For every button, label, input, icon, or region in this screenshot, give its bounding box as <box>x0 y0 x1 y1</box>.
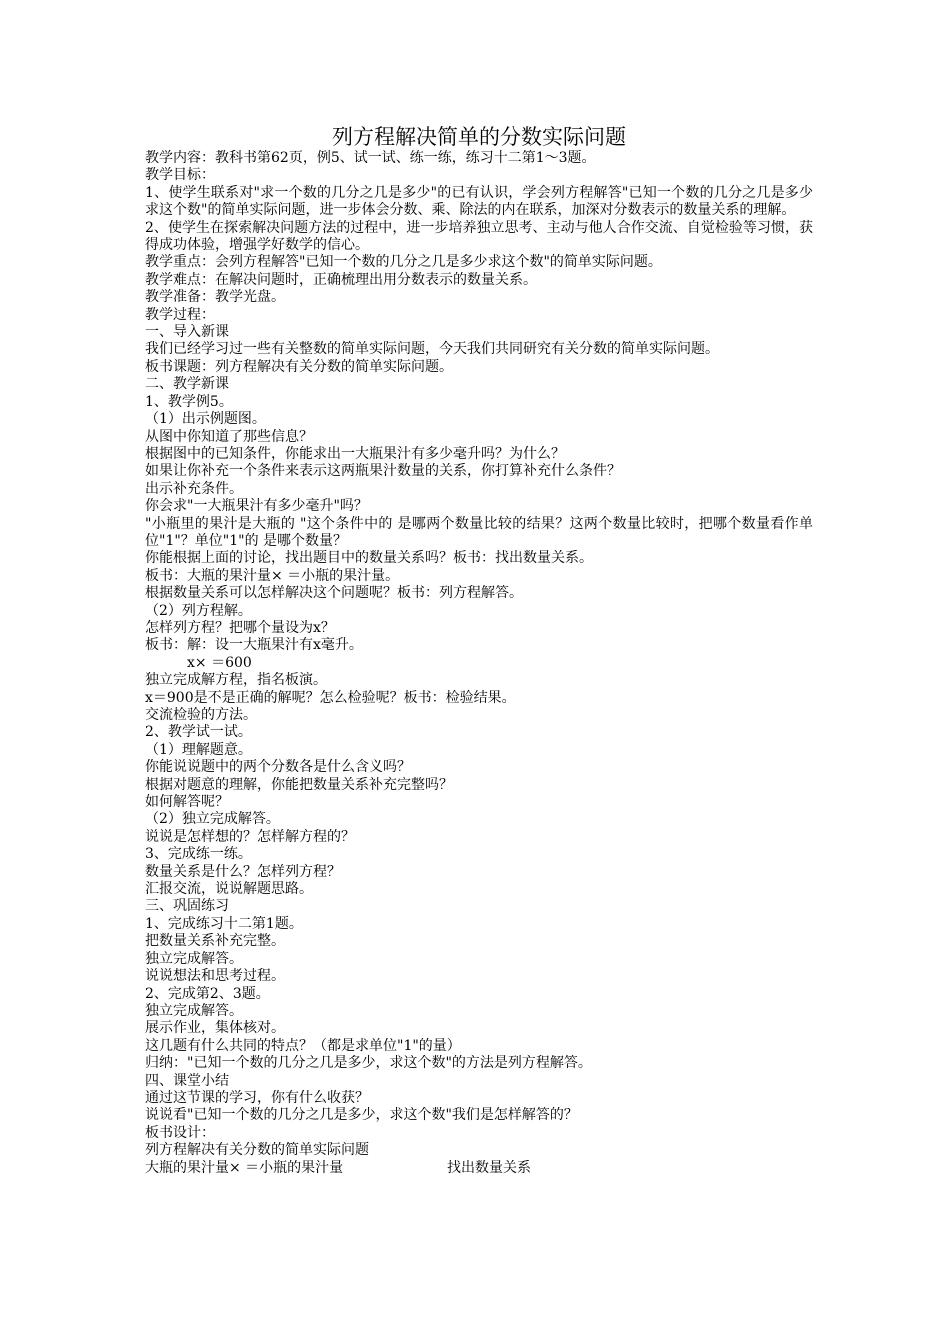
paragraph: 数量关系是什么？怎样列方程？ <box>145 863 341 880</box>
paragraph: 如何解答呢？ <box>145 794 229 811</box>
section-heading: 三、巩固练习 <box>145 898 229 915</box>
teaching-process-heading: 教学过程： <box>145 306 215 323</box>
paragraph: 交流检验的方法。 <box>145 707 257 723</box>
paragraph: 你能根据上面的讨论，找出题目中的数量关系吗？板书：找出数量关系。 <box>145 550 593 567</box>
paragraph: 怎样列方程？把哪个量设为x？ <box>145 619 335 636</box>
paragraph: 展示作业，集体核对。 <box>145 1020 285 1037</box>
paragraph: 根据图中的已知条件，你能求出一大瓶果汁有多少毫升吗？为什么？ <box>145 445 565 462</box>
paragraph: 说说想法和思考过程。 <box>145 968 285 985</box>
section-heading: 二、教学新课 <box>145 376 229 393</box>
paragraph: （2）独立完成解答。 <box>145 811 280 828</box>
paragraph: 板书：大瓶的果汁量× ＝小瓶的果汁量。 <box>145 567 400 584</box>
teaching-goal-1: 1、使学生联系对"求一个数的几分之几是多少"的已有认识，学会列方程解答"已知一个数的几分之几是多少求这个数"的简单实际问题，进一步体会分数、乘、除法的内在联系，加深对分数表示的数量关系的理解。 <box>145 184 813 219</box>
paragraph: 说说是怎样想的？怎样解方程的？ <box>145 828 355 845</box>
paragraph: 板书：解：设一大瓶果汁有x毫升。 <box>145 637 363 654</box>
board-design-title: 列方程解决有关分数的简单实际问题 <box>145 1142 369 1159</box>
document-title: 列方程解决简单的分数实际问题 <box>332 125 626 149</box>
paragraph: "小瓶里的果汁是大瓶的 "这个条件中的 是哪两个数量比较的结果？这两个数量比较时，把哪个数量看作单位"1"？单位"1"的 是哪个数量？ <box>145 515 813 549</box>
paragraph: 你会求"一大瓶果汁有多少毫升"吗？ <box>145 498 368 515</box>
teaching-goals-heading: 教学目标： <box>145 167 215 184</box>
paragraph: 从图中你知道了那些信息？ <box>145 428 313 445</box>
section-heading: 四、课堂小结 <box>145 1072 229 1089</box>
paragraph: 汇报交流，说说解题思路。 <box>145 881 313 898</box>
paragraph: 1、完成练习十二第1题。 <box>145 915 303 932</box>
paragraph: 独立完成解方程，指名板演。 <box>145 672 327 689</box>
paragraph: （2）列方程解。 <box>145 602 252 619</box>
paragraph: 1、教学例5。 <box>145 393 233 410</box>
paragraph: 2、完成第2、3题。 <box>145 985 270 1002</box>
paragraph: 说说看"已知一个数的几分之几是多少，求这个数"我们是怎样解答的？ <box>145 1107 578 1124</box>
paragraph: （1）出示例题图。 <box>145 411 266 428</box>
section-heading: 一、导入新课 <box>145 324 229 341</box>
teaching-difficulty: 教学难点：在解决问题时，正确梳理出用分数表示的数量关系。 <box>145 271 537 288</box>
equation: x× ＝600 <box>187 654 252 671</box>
paragraph: 独立完成解答。 <box>145 950 243 967</box>
paragraph: 根据对题意的理解，你能把数量关系补充完整吗？ <box>145 776 453 793</box>
board-design-heading: 板书设计： <box>145 1124 215 1141</box>
paragraph: 我们已经学习过一些有关整数的简单实际问题，今天我们共同研究有关分数的简单实际问题。 <box>145 341 719 358</box>
paragraph: 把数量关系补充完整。 <box>145 933 285 950</box>
board-design-row <box>145 1160 813 1177</box>
paragraph: 根据数量关系可以怎样解决这个问题呢？板书：列方程解答。 <box>145 585 523 602</box>
paragraph: 3、完成练一练。 <box>145 846 252 863</box>
teaching-preparation: 教学准备：教学光盘。 <box>145 289 285 306</box>
teaching-content: 教学内容：教科书第62页，例5、试一试、练一练，练习十二第1～3题。 <box>145 150 596 166</box>
paragraph: 独立完成解答。 <box>145 1002 243 1019</box>
teaching-goal-2: 2、使学生在探索解决问题方法的过程中，进一步培养独立思考、主动与他人合作交流、自觉检验等习惯，获得成功体验，增强学好数学的信心。 <box>145 219 813 254</box>
paragraph: 2、教学试一试。 <box>145 724 252 741</box>
paragraph: 板书课题：列方程解决有关分数的简单实际问题。 <box>145 358 453 375</box>
board-design-step: 找出数量关系 <box>447 1159 531 1176</box>
board-design-relation: 大瓶的果汁量× ＝小瓶的果汁量 <box>145 1159 344 1176</box>
paragraph: 归纳："已知一个数的几分之几是多少，求这个数"的方法是列方程解答。 <box>145 1055 592 1072</box>
teaching-focus: 教学重点：会列方程解答"已知一个数的几分之几是多少求这个数"的简单实际问题。 <box>145 254 662 271</box>
paragraph: （1）理解题意。 <box>145 741 252 758</box>
paragraph: 通过这节课的学习，你有什么收获？ <box>145 1089 369 1106</box>
paragraph: x＝900是不是正确的解呢？怎么检验呢？板书：检验结果。 <box>145 689 516 706</box>
document-page <box>145 124 813 1177</box>
paragraph: 如果让你补充一个条件来表示这两瓶果汁数量的关系，你打算补充什么条件？ <box>145 463 621 480</box>
paragraph: 你能说说题中的两个分数各是什么含义吗？ <box>145 759 411 776</box>
paragraph: 出示补充条件。 <box>145 480 243 497</box>
paragraph: 这几题有什么共同的特点？（都是求单位"1"的量） <box>145 1037 461 1054</box>
